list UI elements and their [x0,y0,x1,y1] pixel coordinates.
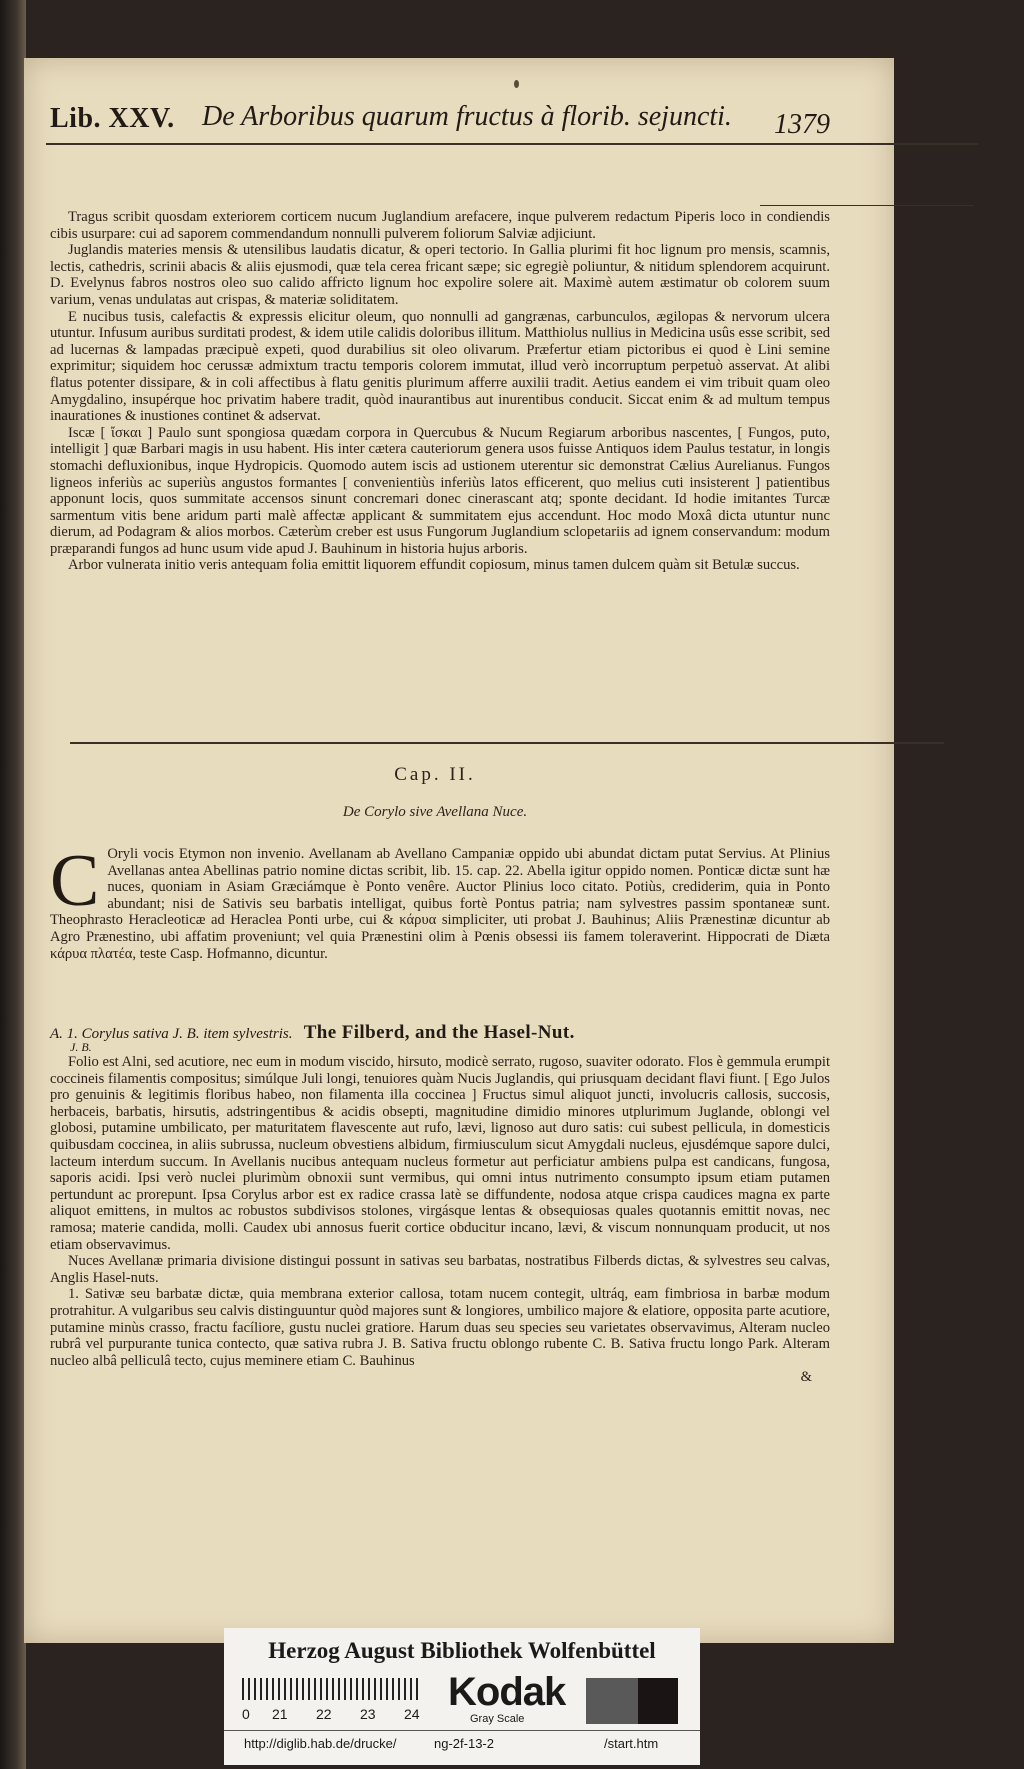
chapter-title: De Corylo sive Avellana Nuce. [342,804,528,820]
source-url: http://diglib.hab.de/drucke/ [244,1736,397,1751]
drop-capital: C [50,840,100,922]
ink-spot [514,80,519,88]
gray-scale-label: Gray Scale [470,1713,525,1725]
ruler-number: 21 [272,1706,288,1722]
catchword: & [800,1369,812,1386]
ruler-number: 23 [360,1706,376,1722]
running-title: De Arboribus quarum fructus à florib. sejuncti. [202,101,732,132]
section-sublabel: J. B. [70,1040,92,1054]
paragraph: Juglandis materies mensis & utensilibus laudatis dicatur, & operi tectorio. In Gallia plurimi fit hoc lignum pro mensis, scamnis, lectis, cathedris, scrinii abacis & aliis ejusmodi, quæ tela cerea fricant sæpe; sic egregiè poliuntur, & nitidum splendorem acquirunt. D. Evelynus fabros nostros oleo suo calido affricto lignum hoc expolire solere ait. Maximè autem æstimatur ob colorem suum varium, venas undulatas aut crispas, & materiæ soliditatem. [50,242,830,308]
library-name: Herzog August Bibliothek Wolfenbüttel [268,1638,656,1663]
page-number: 1379 [774,109,830,140]
paragraph: Iscæ [ ἴσκαι ] Paulo sunt spongiosa quædam corpora in Quercubus & Nucum Regiarum arboribus nascentes, [ Fungos, puto, intelligit ] quæ Barbari magis in usu habent. His inter cætera cauteriorum genera usos fuisse Antiquos idem Paulus testatur, in longis stomachi defluxionibus, inque Hydropicis. Quomodo autem iscis ad ustionem uterentur sic demonstrat Cælius Aurelianus. Fungos ligneos inferiùs ac superiùs angustos formantes [ convenientiùs inferiùs latos efficerent, quo melius cuti insisterent ] patientibus apponunt locis, quos summitate accensos sinunt concremari donec cinerascant atq; sponte decidant. Id hodie imitantes Turcæ sarmentum vitis bene aridum parti malè affectæ applicant & summitatem ejus accendunt. Hoc modo Moxâ dicta utuntur nunc dierum, ad Podagram & alios morbos. Cæterùm creber est usus Fungorum Juglandium sclopetariis ad ignem conservandum: modum præparandi fungos ad hunc usum vide apud J. Bauhinum in historia hujus arboris. [50,424,830,557]
text-block-bottom [50,1054,830,1386]
paragraph: Arbor vulnerata initio veris antequam folia emittit liquorem effundit copiosum, minus tamen dulcem quàm sit Betulæ succus. [68,557,800,574]
intro-text: Oryli vocis Etymon non invenio. Avellanam ab Avellano Campaniæ oppido ubi abundat dictam putat Servius. At Plinius Avellanas antea Abellinas patrio nomine dictas scribit, lib. 15. cap. 22. Abella igitur oppido nomen. Ponticæ dictæ sunt hæ nuces, quoniam in Asiam Græciámque è Ponto venêre. Auctor Plinius loco citato. Potiùs, crediderim, quia in Ponto abundant; nisi de Sativis seu barbatis intelligat, quibus fortè Pontus patria; nam sylvestres passim spontaneæ sunt. Theophrasto Heracleoticæ ad Heraclea Ponti urbe, cui & κάρυα simpliciter, uti probat J. Bauhinus; Aliis Prænestinæ dicuntur ab Agro Prænestino, ubi affatim proveniunt; vel quia Prænestini olim à Pœnis obsessi iis famem toleraverint. Hippocrati de Diæta κάρυα πλατέα, teste Casp. Hofmanno, dicuntur. [50,846,830,962]
paragraph: Tragus scribit quosdam exteriorem corticem nucum Juglandium arefacere, inque pulverem redactum Piperis loco in condiendis cibis usurpare: cui ad saporem commendandum nonnulli pulverem foliorum Salviæ adjiciunt. [50,209,830,242]
paragraph: E nucibus tusis, calefactis & expressis elicitur oleum, quo nonnulli ad gangrænas, carbunculos, ægilopas & nervorum ulcera utuntur. Infusum auribus surditati prodest, & idem utile calidis doloribus illitum. Matthiolus nullius in Medicina usûs esse scribit, sed ad lucernas & lampadas præcipuè expeti, quod durabilius sit oleo olivarum. Præfertur etiam pictoribus ei quod è Lini semine exprimitur; siquidem hoc cerussæ admixtum tractu temporis colorem immutat, illud verò incorruptum perpetuò asservat. At alibi flatus potenter dissipare, & in coli affectibus à flatu genitis plurimum afferre auxilii tradit. Aetius eandem ei vim tribuit quam oleo Amygdalino, insupérque hoc privatim habere tradit, quòd inaurantibus aut inurentibus conducit. Siccat enim & ad multum tempus inaurationes & inustiones continet & adservat. [50,308,830,425]
gray-swatch [586,1678,638,1724]
species-label: A. 1. Corylus sativa J. B. item sylvestris. [50,1026,293,1042]
header-rule-short [760,205,974,206]
ruler-scale [242,1678,428,1700]
black-swatch [638,1678,678,1724]
chapter-number: Cap. II. [394,764,476,785]
english-name: The Filberd, and the Hasel-Nut. [303,1022,575,1043]
scan-shadow [0,0,26,1769]
section-divider [70,742,944,744]
header-rule [46,143,978,145]
chapter-intro [50,840,830,962]
division: Nuces Avellanæ primaria divisione distingui possunt in sativas seu barbatas, nostratibus Filberds dictas, & sylvestres seu calvas, Anglis Hasel-nuts. [50,1253,830,1286]
start-link: /start.htm [604,1736,659,1751]
sativa-text: 1. Sativæ seu barbatæ dictæ, quia membrana exterior callosa, totam nucem contegit, ultráq, eam fimbriosa in barbæ modum protrahitur. A vulgaribus seu calvis distinguuntur quòd majores sunt & longiores, umbilico majore & elatiore, opposita parte acutiore, putamine minùs crasso, fractu facíliore, gustu nuclei gratiore. Harum duas seu species seu varietates observavimus, Alteram nucleo rubrâ vel purpurante tunica contecto, quæ sativa rubra J. B. Sativa fructu oblongo rubente C. B. Sativa fructu longo Park. Alteram nucleo albâ pelliculâ tecto, cujus meminere etiam C. Bauhinus [50,1286,830,1369]
target-divider [224,1730,700,1731]
text-block-top [50,209,830,574]
shelfmark: ng-2f-13-2 [434,1736,494,1751]
color-target [224,1628,700,1765]
description: Folio est Alni, sed acutiore, nec eum in modum viscido, hirsuto, modicè serrato, rugoso, suaviter odorato. Flos è gemmula erumpit coccineis filamentis compositus; simúlque Juli longi, tenuiores quàm Nucis Juglandis, qui priusquam decidant flavi fiunt. [ Ego Julos pro genuinis & legitimis floribus habeo, non filamenta illa coccinea ] Fructus simul aliquot juncti, involucris callosis, succosis, herbaceis, barbatis, hirsutis, adstringentibus & acidis obsepti, magnitudine dimidio minores utplurimum Juglande, oblongi vel globosi, putamine umbilicato, per maturitatem flavescente aut rufo, lævi, lignoso aut duro satis: cui subest pellicula, in domesticis quibusdam coccinea, in aliis subrussa, nucleum obvestiens albidum, firmiusculum sicut Amygdali nucleus, ejusdémque sapore dulci, lacteum interdum succum. In Avellanis nucibus antequam nucleus formetur aut perficiatur ambiens pulpa est candicans, fungosa, saporis acidi. Ipsi verò nuclei plurimùm obnoxii sunt vermibus, qui omni intus nutrimento consumpto ipsum etiam putamen pertundunt ac prorepunt. Ipsa Corylus arbor est ex radice crassa latè se diffundente, nodosa atque crispa caudices magna ex parte aliquot emittens, in multos ac robustos subdivisos stolones, virgásque lentas & obsequiosas quales quotannis emittit novas, nec ramosa; materie candida, molli. Caudex ubi annosus fuerit cortice obducitur incano, lævi, & viscum nonnunquam producit, ut nos etiam observavimus. [50,1054,830,1253]
book-number: Lib. XXV. [50,103,175,134]
ruler-number: 0 [242,1706,250,1722]
kodak-logo: Kodak [448,1670,566,1714]
running-header [50,95,830,139]
ruler-number: 24 [404,1706,420,1722]
ruler-number: 22 [316,1706,332,1722]
